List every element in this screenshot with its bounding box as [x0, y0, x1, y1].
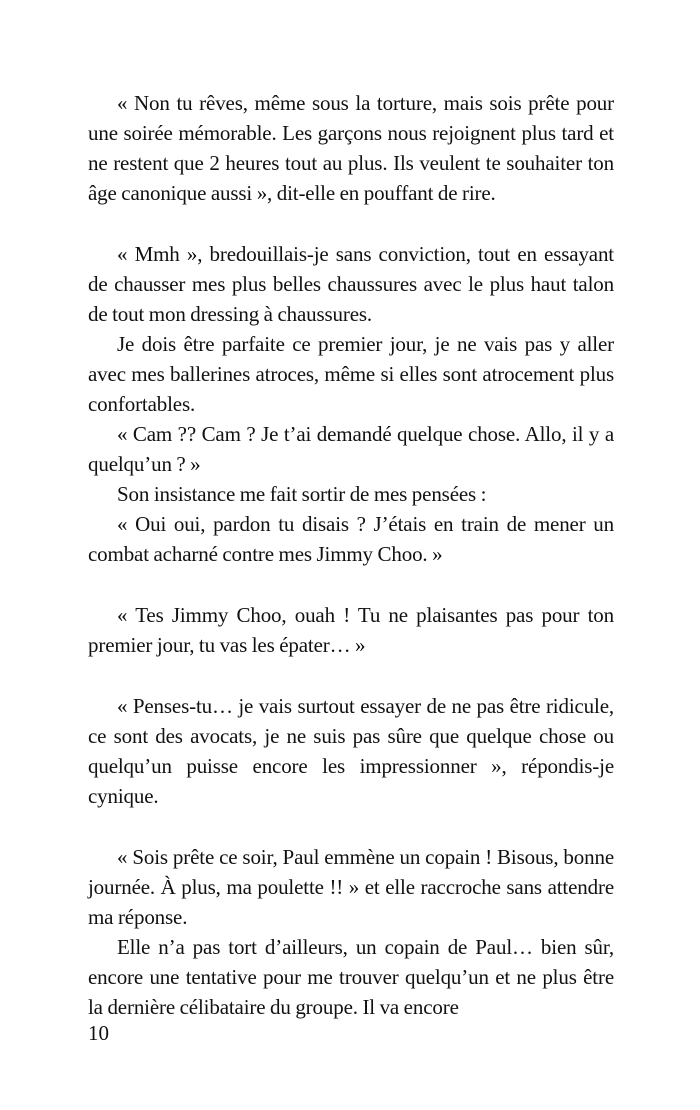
paragraph: « Non tu rêves, même sous la torture, mais sois prête pour une soirée mémorable. Les garçons nous rejoignent plus tard et ne restent que 2 heures tout au plus. Ils veulent te souhaiter ton âge canonique aussi », dit-elle en pouffant de rire. — [88, 91, 614, 205]
paragraph: Elle n’a pas tort d’ailleurs, un copain de Paul… bien sûr, encore une tentative pour me trouver quelqu’un et ne plus être la dernière célibataire du groupe. Il va encore — [88, 935, 614, 1019]
paragraph: « Mmh », bredouillais-je sans conviction, tout en essayant de chausser mes plus belles chaussures avec le plus haut talon de tout mon dressing à chaussures. — [88, 242, 614, 326]
paragraph: Son insistance me fait sortir de mes pensées : — [117, 482, 487, 506]
paragraph: « Sois prête ce soir, Paul emmène un copain ! Bisous, bonne journée. À plus, ma poulette !! » et elle raccroche sans attendre ma réponse. — [88, 845, 614, 929]
paragraph: « Oui oui, pardon tu disais ? J’étais en train de mener un combat acharné contre mes Jimmy Choo. » — [88, 512, 614, 566]
page-body — [88, 88, 614, 1022]
paragraph: « Penses-tu… je vais surtout essayer de ne pas être ridicule, ce sont des avocats, je ne suis pas sûre que quelque chose ou quelqu’un puisse encore les impressionner », répondis-je cynique. — [88, 694, 614, 808]
page-number: 10 — [88, 1021, 109, 1045]
paragraph: Je dois être parfaite ce premier jour, je ne vais pas y aller avec mes ballerines atroces, même si elles sont atrocement plus confortables. — [88, 332, 614, 416]
paragraph: « Tes Jimmy Choo, ouah ! Tu ne plaisantes pas pour ton premier jour, tu vas les épater… » — [88, 603, 614, 657]
paragraph: « Cam ?? Cam ? Je t’ai demandé quelque chose. Allo, il y a quelqu’un ? » — [88, 422, 614, 476]
